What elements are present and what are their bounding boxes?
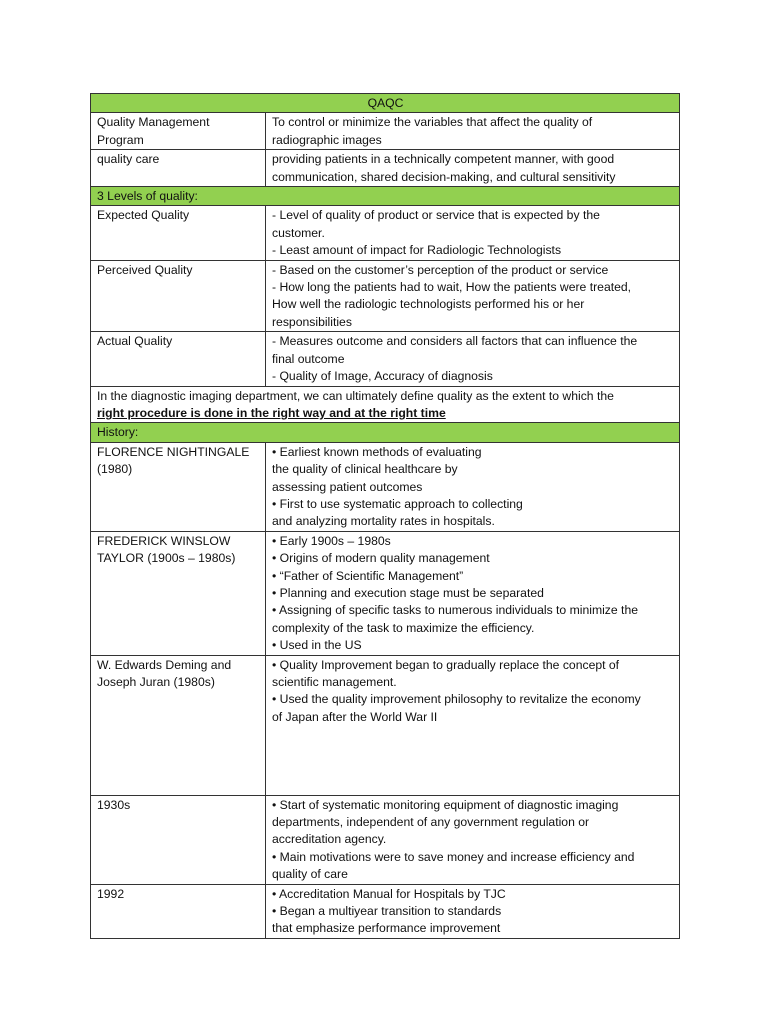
history-desc: • Start of systematic monitoring equipment of diagnostic imaging departments, independent of any government regulation or accreditation agency. • Main motivations were to save money and increase efficiency and quality of care (266, 795, 680, 884)
definition-row (91, 150, 680, 187)
levels-header-row (91, 187, 680, 206)
level-desc: - Level of quality of product or service that is expected by the customer. - Least amount of impact for Radiologic Technologists (266, 206, 680, 260)
history-row (91, 795, 680, 884)
history-desc: • Accreditation Manual for Hospitals by TJC • Began a multiyear transition to standards that emphasize performance improvement (266, 884, 680, 938)
definition-row (91, 113, 680, 150)
definition-desc: providing patients in a technically competent manner, with good communication, shared decision-making, and cultural sensitivity (266, 150, 680, 187)
summary-cell (91, 386, 680, 423)
level-desc: - Measures outcome and considers all factors that can influence the final outcome - Quality of Image, Accuracy of diagnosis (266, 332, 680, 386)
history-header-row (91, 423, 680, 442)
levels-header: 3 Levels of quality: (91, 187, 680, 206)
history-row (91, 442, 680, 531)
history-name: 1992 (91, 884, 266, 938)
summary-row (91, 386, 680, 423)
level-desc: - Based on the customer’s perception of the product or service - How long the patients had to wait, How the patients were treated, How well the radiologic technologists performed his or her responsibilities (266, 260, 680, 332)
level-name: Actual Quality (91, 332, 266, 386)
table-title: QAQC (91, 94, 680, 113)
history-desc: • Quality Improvement began to gradually replace the concept of scientific management. • Used the quality improvement philosophy to revitalize the economy of Japan after the World War II (266, 655, 680, 795)
summary-emphasis: right procedure is done in the right way and at the right time (97, 405, 446, 420)
history-name: FREDERICK WINSLOW TAYLOR (1900s – 1980s) (91, 531, 266, 655)
level-name: Perceived Quality (91, 260, 266, 332)
history-desc: • Early 1900s – 1980s • Origins of modern quality management • “Father of Scientific Management” • Planning and execution stage must be separated • Assigning of specific tasks to numerous individuals to minimize the complexity of the task to maximize the efficiency. • Used in the US (266, 531, 680, 655)
level-row (91, 332, 680, 386)
level-name: Expected Quality (91, 206, 266, 260)
history-row (91, 884, 680, 938)
history-name: FLORENCE NIGHTINGALE (1980) (91, 442, 266, 531)
title-row (91, 94, 680, 113)
history-name: W. Edwards Deming and Joseph Juran (1980s) (91, 655, 266, 795)
history-desc: • Earliest known methods of evaluating the quality of clinical healthcare by assessing patient outcomes • First to use systematic approach to collecting and analyzing mortality rates in hospitals. (266, 442, 680, 531)
history-name: 1930s (91, 795, 266, 884)
definition-term: Quality Management Program (91, 113, 266, 150)
history-row (91, 655, 680, 795)
history-header: History: (91, 423, 680, 442)
summary-text: In the diagnostic imaging department, we can ultimately define quality as the extent to which the (97, 388, 614, 403)
level-row (91, 206, 680, 260)
qaqc-table (90, 93, 680, 939)
history-row (91, 531, 680, 655)
definition-desc: To control or minimize the variables that affect the quality of radiographic images (266, 113, 680, 150)
level-row (91, 260, 680, 332)
definition-term: quality care (91, 150, 266, 187)
